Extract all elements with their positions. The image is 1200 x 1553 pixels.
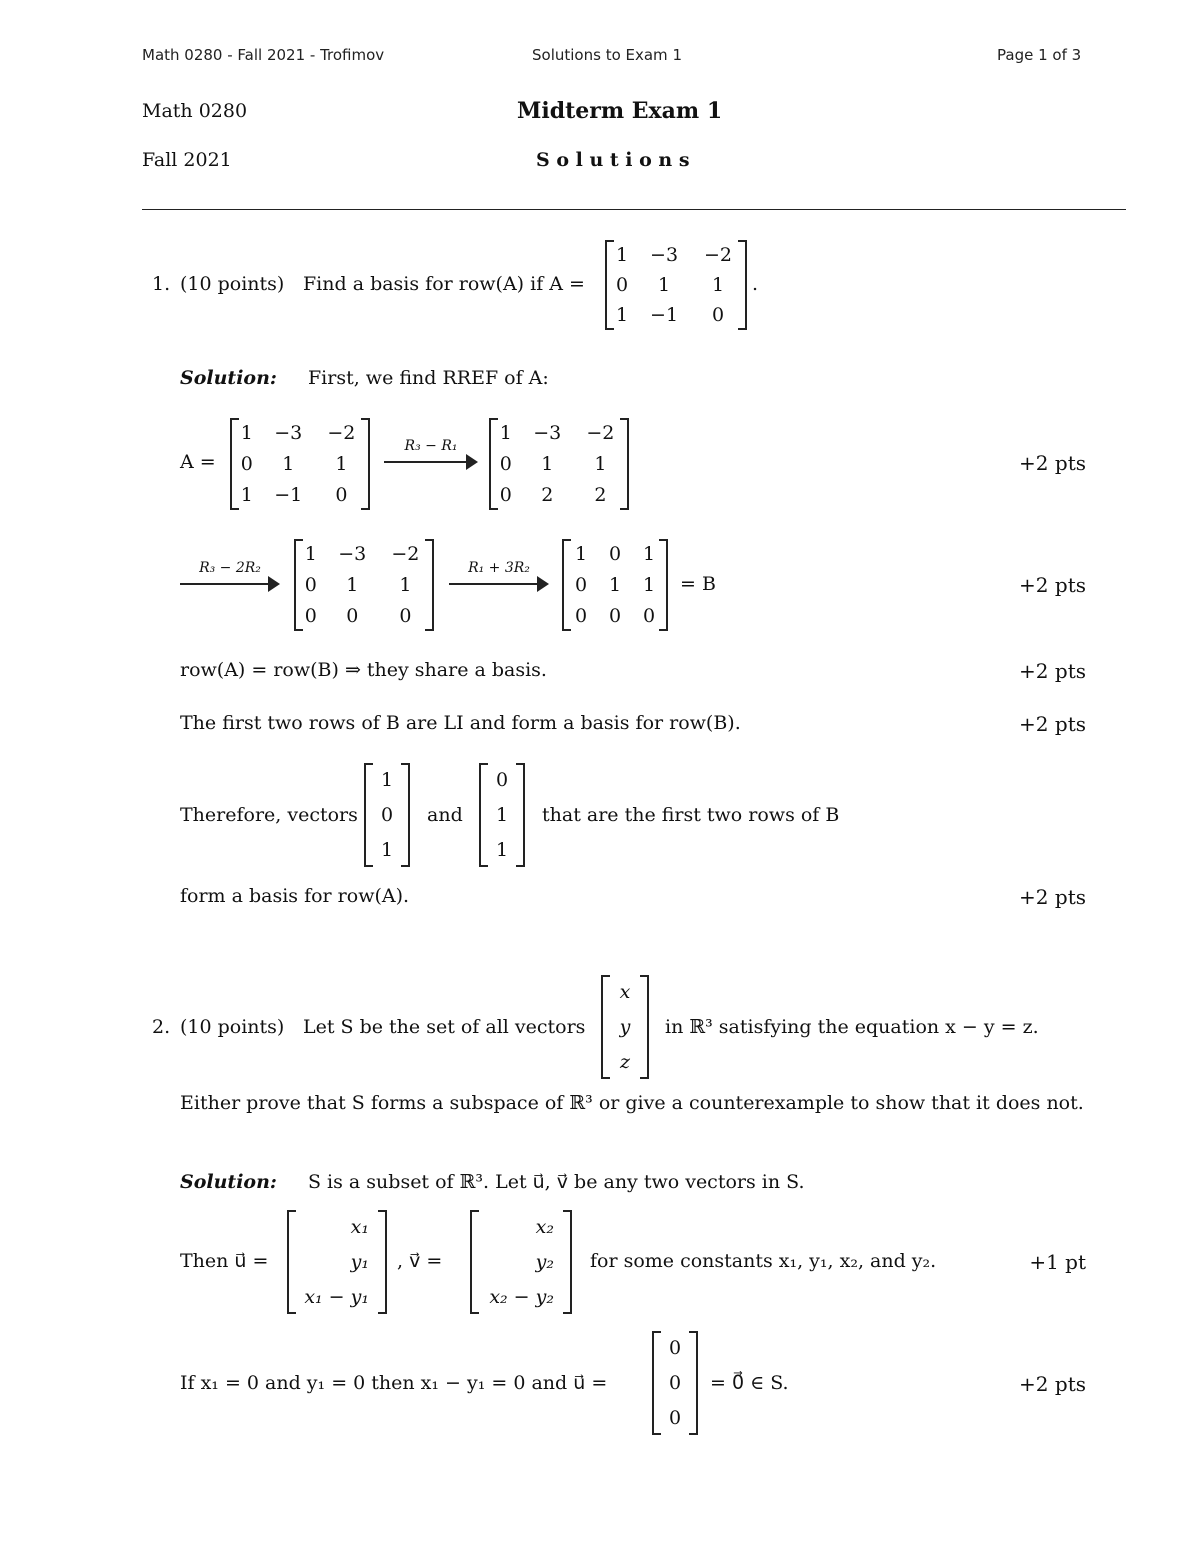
title-divider <box>142 209 1126 210</box>
q2-prompt-b: in ℝ³ satisfying the equation x − y = z. <box>665 1016 1039 1038</box>
q1-line-LI: The first two rows of B are LI and form a basis for row(B). <box>180 712 741 734</box>
row-op-arrow-3 <box>449 560 549 594</box>
row-op-1-label: R₃ − R₁ <box>404 438 458 454</box>
q2-prompt-a: Let S be the set of all vectors <box>303 1016 586 1038</box>
q1-pts-4: +2 pts <box>1019 712 1086 736</box>
q1-therefore: Therefore, vectors <box>180 804 358 826</box>
exam-title: Midterm Exam 1 <box>517 98 723 124</box>
q1-matrix-A: 1 −3 −2 0 1 1 1 −1 0 <box>605 240 747 330</box>
q1-form-basis: form a basis for row(A). <box>180 885 410 907</box>
header-center: Solutions to Exam 1 <box>532 46 682 64</box>
q1-points: (10 points) <box>180 273 285 295</box>
q2-vector-zero: 0 0 0 <box>652 1331 698 1435</box>
q1-prompt: Find a basis for row(A) if A = <box>303 273 585 295</box>
q2-comma-v: , v⃗ = <box>397 1250 443 1272</box>
q1-matrix-A1: 1 −3 −2 0 1 1 0 2 2 <box>489 418 629 510</box>
exam-subtitle: S o l u t i o n s <box>536 149 690 171</box>
term: Fall 2021 <box>142 149 232 171</box>
header-left: Math 0280 - Fall 2021 - Trofimov <box>142 46 385 64</box>
q2-if-line: If x₁ = 0 and y₁ = 0 then x₁ − y₁ = 0 and u⃗ = <box>180 1372 608 1394</box>
q1-number: 1. <box>152 273 171 295</box>
q1-period: . <box>752 273 759 295</box>
course-name: Math 0280 <box>142 100 248 122</box>
q2-constants: for some constants x₁, y₁, x₂, and y₂. <box>590 1250 937 1272</box>
q1-vector-2: 0 1 1 <box>479 763 525 867</box>
q1-eq-B: = B <box>680 573 716 595</box>
q1-step1-matrix-A: 1 −3 −2 0 1 1 1 −1 0 <box>230 418 370 510</box>
q2-then-u: Then u⃗ = <box>180 1250 269 1272</box>
q2-vector-u: x₁ y₁ x₁ − y₁ <box>287 1210 387 1314</box>
q2-points: (10 points) <box>180 1016 285 1038</box>
q2-zero-in-S: = 0⃗ ∈ S. <box>710 1372 789 1394</box>
row-op-arrow-1 <box>384 438 478 472</box>
q1-matrix-A2: 1 −3 −2 0 1 1 0 0 0 <box>294 539 434 631</box>
q2-pts-2: +2 pts <box>1019 1372 1086 1396</box>
q1-first-two: that are the first two rows of B <box>542 804 840 826</box>
row-op-2-label: R₃ − 2R₂ <box>199 560 261 576</box>
q1-pts-1: +2 pts <box>1019 451 1086 475</box>
q1-and: and <box>427 804 463 826</box>
header-page-number: Page 1 of 3 <box>997 46 1082 64</box>
q1-pts-2: +2 pts <box>1019 573 1086 597</box>
q1-pts-3: +2 pts <box>1019 659 1086 683</box>
q2-number: 2. <box>152 1016 171 1038</box>
q1-solution-label: Solution: <box>180 367 277 389</box>
q1-matrix-B: 1 0 1 0 1 1 0 0 0 <box>562 539 668 631</box>
q2-solution-intro: S is a subset of ℝ³. Let u⃗, v⃗ be any two vectors in S. <box>308 1171 805 1193</box>
q1-vector-1: 1 0 1 <box>364 763 410 867</box>
q2-vector-xyz: x y z <box>601 975 649 1079</box>
q1-pts-5: +2 pts <box>1019 885 1086 909</box>
q1-line-share: row(A) = row(B) ⇒ they share a basis. <box>180 659 547 681</box>
q1-step1-lhs: A = <box>180 451 216 473</box>
row-op-arrow-2 <box>180 560 280 594</box>
q2-prompt-c: Either prove that S forms a subspace of ℝ³ or give a counterexample to show that it does not. <box>180 1092 1084 1114</box>
q2-solution-label: Solution: <box>180 1171 277 1193</box>
q2-vector-v: x₂ y₂ x₂ − y₂ <box>470 1210 572 1314</box>
q2-pts-1: +1 pt <box>1029 1250 1086 1274</box>
row-op-3-label: R₁ + 3R₂ <box>468 560 530 576</box>
q1-solution-intro: First, we find RREF of A: <box>308 367 549 389</box>
